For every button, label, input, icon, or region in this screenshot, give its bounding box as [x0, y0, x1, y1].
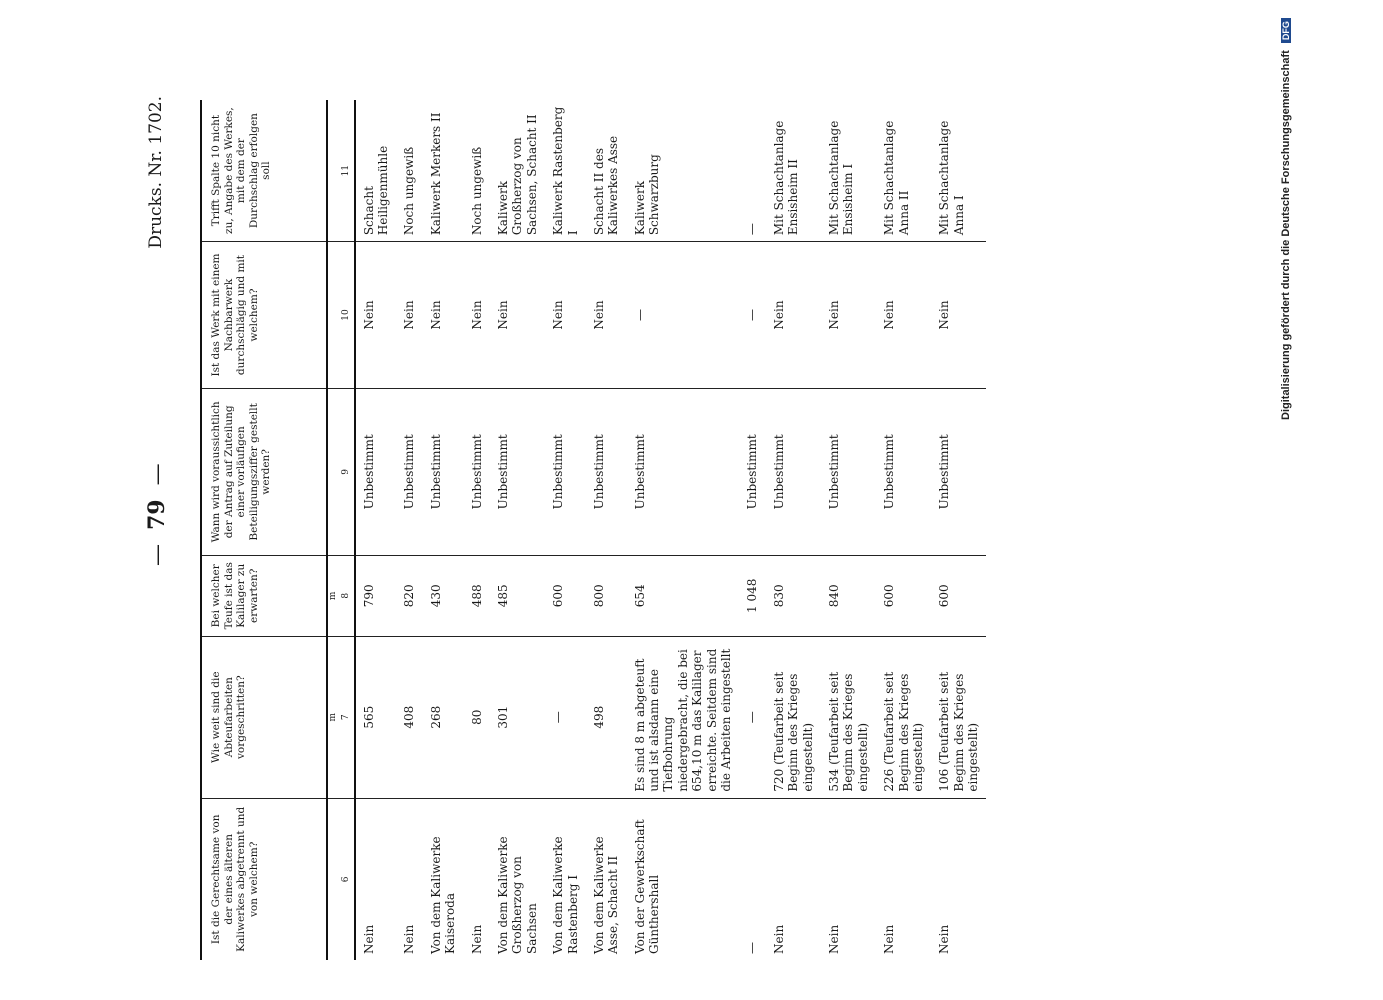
table-cell: Von dem Kaliwerke Großherzog von Sachsen — [495, 836, 539, 954]
table-cell: Von dem Kaliwerke Rastenberg I — [551, 836, 580, 954]
table-row — [876, 100, 931, 960]
table-cell: 654 — [627, 555, 740, 636]
table-cell: 80 — [464, 636, 490, 798]
table-cell: Unbestimmt — [627, 388, 740, 555]
table-cell: Von dem Kaliwerke Asse, Schacht II — [591, 836, 621, 954]
table-row — [355, 100, 397, 960]
table-cell: 840 — [821, 555, 876, 636]
table-cell: — — [545, 636, 586, 798]
table-cell: — — [745, 942, 760, 954]
page-number: — 79 — — [144, 449, 170, 580]
table-cell: Nein — [826, 924, 841, 954]
table-cell: Unbestimmt — [766, 388, 821, 555]
table-cell: Noch ungewiß — [464, 100, 490, 242]
table-cell: 830 — [766, 555, 821, 636]
table-cell: 488 — [464, 555, 490, 636]
table-cell: Nein — [766, 242, 821, 389]
table-cell: — — [739, 636, 765, 798]
table-cell: Kaliwerk Merkers II — [423, 100, 464, 242]
header-cell: Wann wird voraussichtlich der Antrag auf Zuteilung einer vorläufigen Beteiligungsziffer gestellt werden? — [201, 388, 327, 555]
table-cell: 268 — [423, 636, 464, 798]
table-row — [821, 100, 876, 960]
table-cell: Nein — [355, 242, 397, 389]
table-cell: 301 — [490, 636, 545, 798]
column-number: 9 — [339, 388, 355, 555]
header-cell: Ist die Gerechtsame von der eines älteren Kaliwerkes abgetrennt und von welchem? — [201, 798, 327, 960]
table-cell: 106 (Teufarbeit seit Beginn des Krieges eingestellt) — [931, 636, 986, 798]
column-number: 6 — [339, 798, 355, 960]
unit-cell: m — [327, 636, 339, 798]
table-cell: Kaliwerk Großherzog von Sachsen, Schacht II — [490, 100, 545, 242]
table-cell: Nein — [545, 242, 586, 389]
table-cell: Nein — [402, 924, 417, 954]
table-cell: Nein — [771, 924, 786, 954]
table-row — [931, 100, 986, 960]
table-cell: Schacht Heiligenmühle — [355, 100, 397, 242]
column-number-row — [339, 100, 355, 960]
header-row — [201, 100, 327, 960]
table-row — [464, 100, 490, 960]
table-cell: Nein — [469, 924, 484, 954]
table-cell: 600 — [545, 555, 586, 636]
table-cell: Unbestimmt — [545, 388, 586, 555]
table-cell: 600 — [931, 555, 986, 636]
table-cell: 498 — [586, 636, 627, 798]
column-number: 7 — [339, 636, 355, 798]
table-cell: Nein — [882, 924, 897, 954]
table-cell: 408 — [396, 636, 422, 798]
table-cell: Unbestimmt — [396, 388, 422, 555]
column-number: 11 — [339, 100, 355, 242]
table-cell: 1 048 — [739, 555, 765, 636]
table-cell: 790 — [355, 555, 397, 636]
table-cell: 600 — [876, 555, 931, 636]
table-cell: Nein — [586, 242, 627, 389]
running-head — [140, 90, 180, 960]
table-cell: Unbestimmt — [355, 388, 397, 555]
header-cell: Wie weit sind die Abteufarbeiten vorgeschritten? — [201, 636, 327, 798]
dfg-logo: DFG — [1281, 18, 1291, 43]
column-number: 10 — [339, 242, 355, 389]
header-cell: Trifft Spalte 10 nicht zu, Angabe des Werkes, mit dem der Durchschlag erfolgen soll — [201, 100, 327, 242]
table-cell: 226 (Teufarbeit seit Beginn des Krieges eingestellt) — [876, 636, 931, 798]
table-cell: Unbestimmt — [739, 388, 765, 555]
dfg-credit — [1280, 21, 1294, 420]
table-cell: Nein — [423, 242, 464, 389]
table-cell: Unbestimmt — [821, 388, 876, 555]
table-cell: 800 — [586, 555, 627, 636]
table-row — [586, 100, 627, 960]
table-cell: Unbestimmt — [423, 388, 464, 555]
table-cell: Nein — [464, 242, 490, 389]
table-body — [355, 100, 987, 960]
rotated-page — [140, 90, 1220, 960]
table-cell: Mit Schachtanlage Ensisheim II — [766, 100, 821, 242]
table-cell: 485 — [490, 555, 545, 636]
table-cell: Schacht II des Kaliwerkes Asse — [586, 100, 627, 242]
table-row — [627, 100, 740, 960]
column-number: 8 — [339, 555, 355, 636]
table-cell: 534 (Teufarbeit seit Beginn des Krieges eingestellt) — [821, 636, 876, 798]
table-cell: Nein — [821, 242, 876, 389]
table-row — [423, 100, 464, 960]
header-cell: Bei welcher Teufe ist das Kalilager zu erwarten? — [201, 555, 327, 636]
table-row — [545, 100, 586, 960]
table-cell: Mit Schachtanlage Anna I — [931, 100, 986, 242]
table-cell: 430 — [423, 555, 464, 636]
table-row — [766, 100, 821, 960]
table-cell: — — [739, 242, 765, 389]
credit-text: Digitalisierung gefördert durch die Deutsche Forschungsgemeinschaft — [1280, 50, 1292, 420]
table-cell: Nein — [876, 242, 931, 389]
table-cell: Kaliwerk Rastenberg I — [545, 100, 586, 242]
unit-cell — [327, 798, 339, 960]
table-row — [739, 100, 765, 960]
table-cell: Unbestimmt — [586, 388, 627, 555]
table-cell: Von der Gewerkschaft Günthershall — [632, 819, 662, 954]
table-cell: Kaliwerk Schwarzburg — [627, 100, 740, 242]
table-cell: Nein — [490, 242, 545, 389]
data-table — [200, 100, 986, 960]
table-cell: Unbestimmt — [931, 388, 986, 555]
table-cell: 565 — [355, 636, 397, 798]
table-cell: Unbestimmt — [464, 388, 490, 555]
table-cell: Unbestimmt — [876, 388, 931, 555]
unit-cell — [327, 100, 339, 242]
document-reference: Drucks. Nr. 1702. — [146, 96, 166, 249]
table-cell: Es sind 8 m abgeteuft und ist alsdann eine Tiefbohrung niedergebracht, die bei 654,10 m das Kalilager erreichte. Seitdem sind die Arbeiten eingestellt — [627, 636, 740, 798]
unit-cell — [327, 242, 339, 389]
table-cell: 820 — [396, 555, 422, 636]
table-cell: — — [739, 100, 765, 242]
table-cell: Unbestimmt — [490, 388, 545, 555]
table-cell: Nein — [937, 924, 952, 954]
table-cell: — — [627, 242, 740, 389]
table-row — [490, 100, 545, 960]
table-cell: Mit Schachtanlage Ensisheim I — [821, 100, 876, 242]
unit-cell — [327, 388, 339, 555]
table-cell: Mit Schachtanlage Anna II — [876, 100, 931, 242]
table-cell: 720 (Teufarbeit seit Beginn des Krieges eingestellt) — [766, 636, 821, 798]
table-cell: Noch ungewiß — [396, 100, 422, 242]
unit-cell: m — [327, 555, 339, 636]
header-cell: Ist das Werk mit einem Nachbarwerk durchschlägig und mit welchem? — [201, 242, 327, 389]
table-cell: Nein — [931, 242, 986, 389]
table-row — [396, 100, 422, 960]
unit-row — [327, 100, 339, 960]
table-cell: Von dem Kaliwerke Kaiseroda — [428, 836, 458, 954]
table-cell: Nein — [361, 924, 376, 954]
table-cell: Nein — [396, 242, 422, 389]
